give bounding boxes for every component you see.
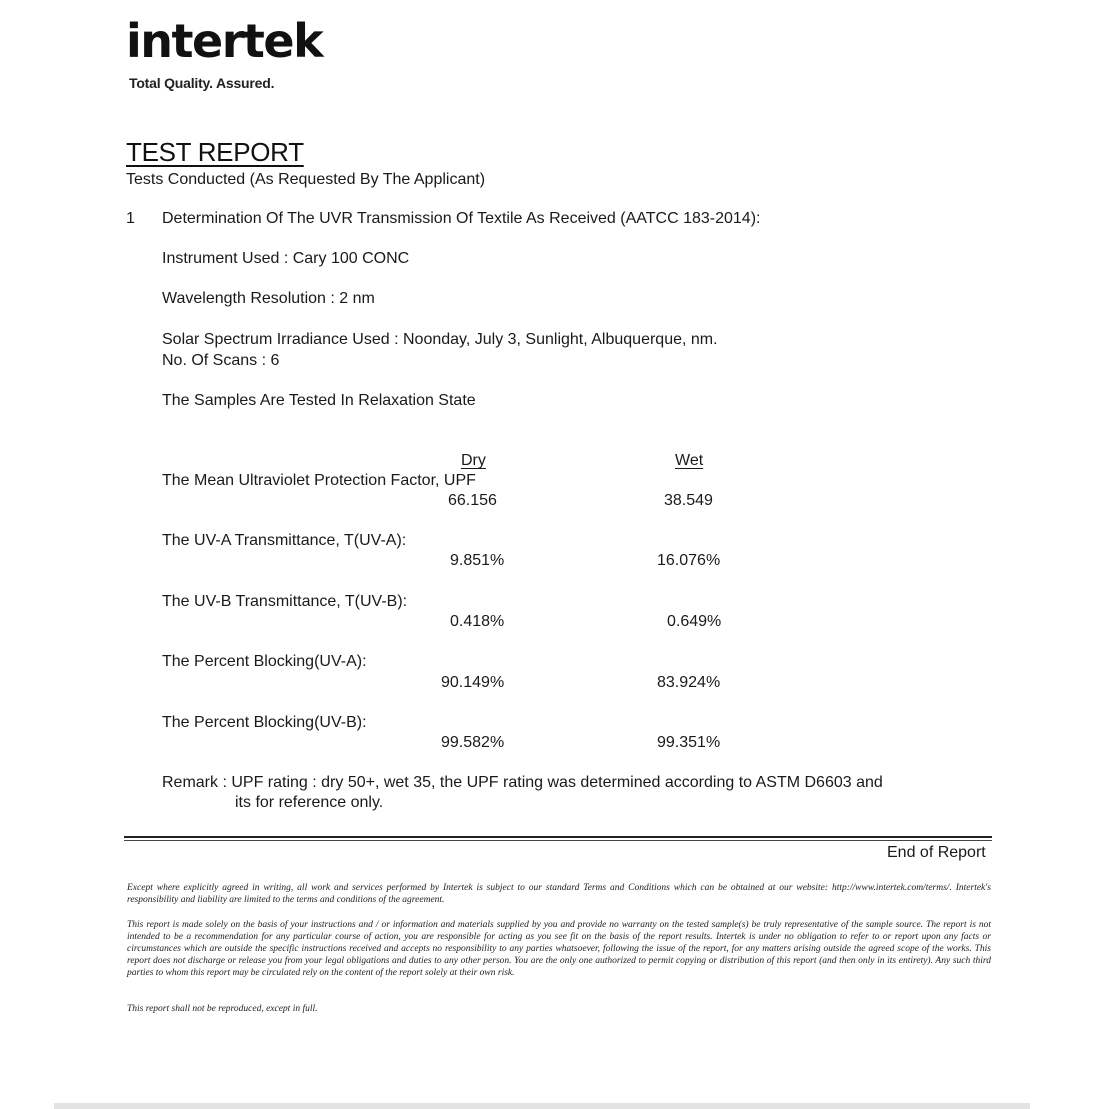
result-dry-uvb-transmittance: 0.418% — [450, 613, 505, 630]
result-wet-upf: 38.549 — [664, 492, 713, 509]
result-wet-uvb-blocking: 99.351% — [657, 734, 721, 751]
divider-thick — [124, 836, 992, 838]
result-label-upf: The Mean Ultraviolet Protection Factor, UPF — [162, 472, 476, 489]
item-number: 1 — [126, 210, 135, 227]
column-header-wet: Wet — [675, 452, 704, 469]
result-dry-uva-blocking: 90.149% — [441, 674, 505, 691]
result-dry-uva-transmittance: 9.851% — [450, 552, 505, 569]
number-of-scans: No. Of Scans : 6 — [162, 352, 280, 369]
end-of-report: End of Report — [887, 844, 986, 861]
disclaimer-reproduction: This report shall not be reproduced, except in full. — [127, 1004, 318, 1014]
intertek-logo: intertek — [126, 14, 323, 68]
result-wet-uva-blocking: 83.924% — [657, 674, 721, 691]
result-label-uvb-transmittance: The UV-B Transmittance, T(UV-B): — [162, 593, 408, 610]
result-wet-uva-transmittance: 16.076% — [657, 552, 721, 569]
remark-line-2: its for reference only. — [235, 794, 384, 811]
divider-thin — [124, 840, 992, 841]
result-label-uva-blocking: The Percent Blocking(UV-A): — [162, 653, 367, 670]
disclaimer-terms: Except where explicitly agreed in writing, all work and services performed by Intertek is subject to our standard Terms and Conditions which can be obtained at our website: http://www.intertek.com/terms/. Intertek's responsibility and liability are limited to the terms and conditions of the agreement. — [127, 883, 991, 905]
result-label-uva-transmittance: The UV-A Transmittance, T(UV-A): — [162, 532, 407, 549]
sample-state: The Samples Are Tested In Relaxation State — [162, 392, 476, 409]
instrument-used: Instrument Used : Cary 100 CONC — [162, 250, 410, 267]
item-title: Determination Of The UVR Transmission Of Textile As Received (AATCC 183-2014): — [162, 210, 761, 227]
result-dry-uvb-blocking: 99.582% — [441, 734, 505, 751]
column-header-dry: Dry — [461, 452, 486, 469]
report-title: TEST REPORT — [126, 137, 304, 167]
result-wet-uvb-transmittance: 0.649% — [667, 613, 722, 630]
result-dry-upf: 66.156 — [448, 492, 497, 509]
wavelength-resolution: Wavelength Resolution : 2 nm — [162, 290, 375, 307]
report-subtitle: Tests Conducted (As Requested By The Applicant) — [126, 171, 486, 188]
solar-spectrum: Solar Spectrum Irradiance Used : Noonday, July 3, Sunlight, Albuquerque, nm. — [162, 331, 718, 348]
result-label-uvb-blocking: The Percent Blocking(UV-B): — [162, 714, 367, 731]
disclaimer-liability: This report is made solely on the basis of your instructions and / or information and materials supplied by you and provide no warranty on the tested sample(s) be truly representative of the sample source. The report is not intended to be a recommendation for any particular course of action, you are responsible for acting as you see fit on the basis of the report results. Intertek is under no obligation to refer to or report upon any facts or circumstances which are outside the specific instructions received and accepts no responsibility to any parties whatsoever, following the issue of the report, for any matters arising outside the agreed scope of the works. This report does not discharge or release you from your legal obligations and duties to any other person. You are the only one authorized to permit copying or distribution of this report (and then only in its entirety). Any such third parties to whom this report may be circulated rely on the content of the report solely at their own risk. — [127, 920, 991, 978]
page-bottom-edge — [54, 1103, 1030, 1109]
remark-line-1: Remark : UPF rating : dry 50+, wet 35, the UPF rating was determined according to ASTM D6603 and — [162, 774, 883, 791]
logo-tagline: Total Quality. Assured. — [129, 75, 275, 91]
